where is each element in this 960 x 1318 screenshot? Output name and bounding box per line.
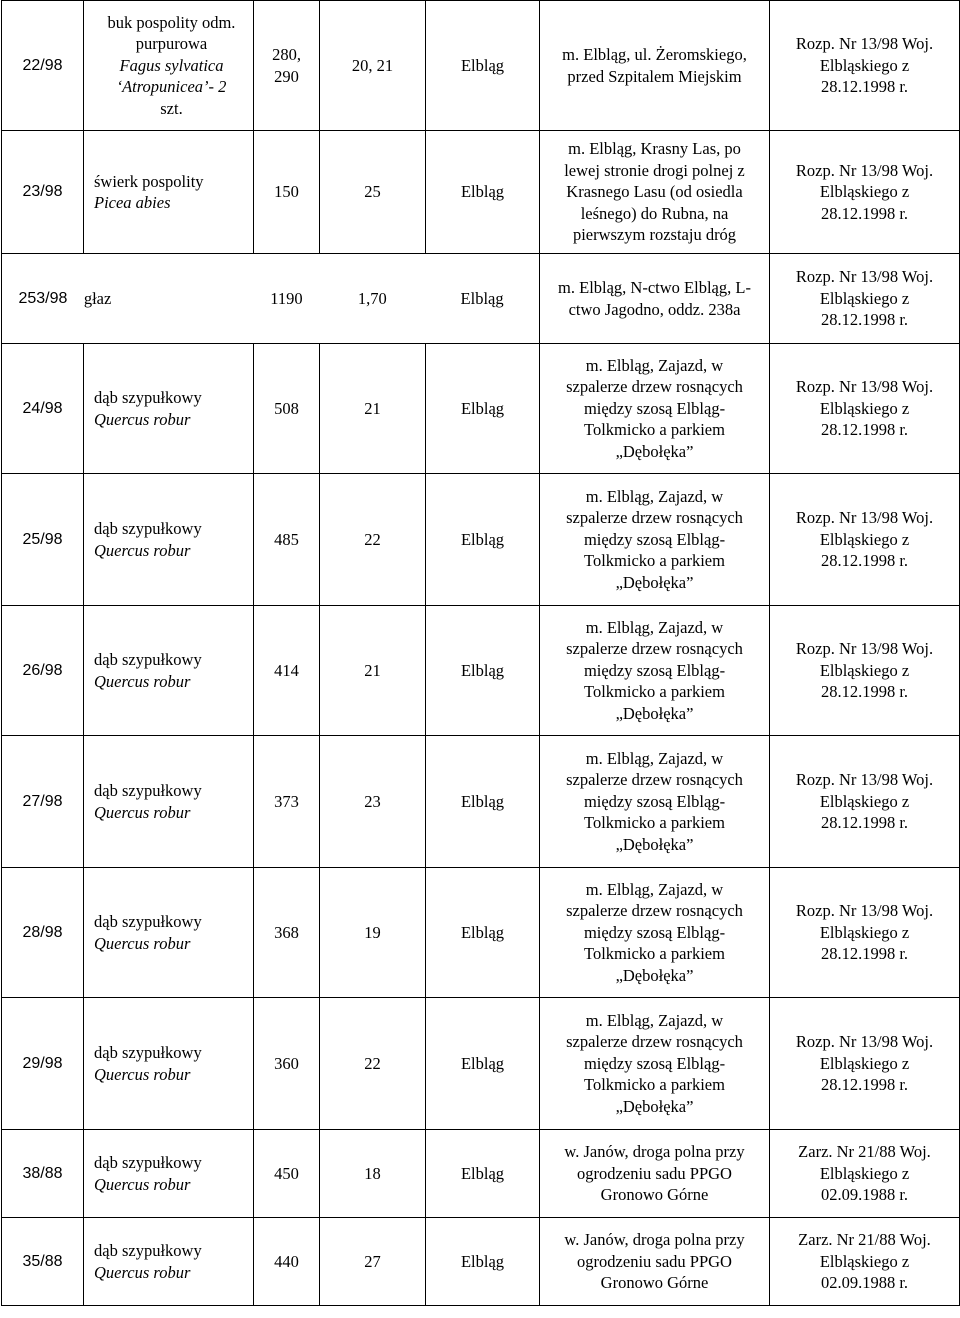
cell-line: Elbląskiego z	[819, 1163, 910, 1183]
location-cell	[540, 1218, 770, 1306]
height: 22	[320, 474, 426, 606]
height: 25	[320, 131, 426, 254]
cell-line: Elbląskiego z	[819, 529, 910, 549]
location-cell	[540, 131, 770, 254]
cell-line: Tolkmicko a parkiem	[584, 944, 725, 964]
cell-line: Elbląskiego z	[819, 182, 910, 202]
cell-line: między szosą Elbląg-	[583, 922, 726, 942]
row-id: 253/98	[18, 289, 68, 307]
cell-line: Rozp. Nr 13/98 Woj.	[795, 377, 934, 397]
row-id: 22/98	[2, 1, 84, 131]
cell-line: ogrodzeniu sadu PPGO	[577, 1163, 732, 1183]
object-name-cell	[84, 998, 254, 1130]
document-cell	[770, 474, 960, 606]
document-cell	[770, 606, 960, 736]
cell-line: Quercus robur	[94, 1174, 191, 1194]
circumference: 368	[254, 868, 320, 998]
object-name-cell	[84, 1130, 254, 1218]
object-name-cell	[84, 344, 254, 474]
city: Elbląg	[426, 1, 540, 131]
cell-line: m. Elbląg, Zajazd, w	[585, 1010, 724, 1030]
cell-line: Gronowo Górne	[600, 1273, 709, 1293]
document-cell	[770, 344, 960, 474]
table-row	[2, 474, 960, 606]
circumference: 373	[254, 736, 320, 868]
table-row	[2, 606, 960, 736]
circumference: 485	[254, 474, 320, 606]
cell-line: dąb szypułkowy	[94, 781, 202, 800]
cell-line: Quercus robur	[94, 409, 191, 429]
cell-line: ogrodzeniu sadu PPGO	[577, 1251, 732, 1271]
row-id: 35/88	[2, 1218, 84, 1306]
cell-line: Elbląskiego z	[819, 55, 910, 75]
cell-line: dąb szypułkowy	[94, 650, 202, 669]
cell-line: 28.12.1998 r.	[820, 1075, 909, 1095]
merged-wrap	[2, 288, 539, 310]
cell-line: „Dębołęka”	[615, 572, 694, 592]
cell-line: m. Elbląg, Zajazd, w	[585, 355, 724, 375]
cell-line: Quercus robur	[94, 540, 191, 560]
cell-line: 02.09.1988 r.	[820, 1273, 909, 1293]
cell-line: między szosą Elbląg-	[583, 791, 726, 811]
table-row	[2, 998, 960, 1130]
cell-line: Rozp. Nr 13/98 Woj.	[795, 34, 934, 54]
table-row	[2, 254, 960, 344]
cell-line: Quercus robur	[94, 1262, 191, 1282]
cell-line: m. Elbląg, N-ctwo Elbląg, L-	[558, 278, 751, 297]
cell-line: Quercus robur	[94, 671, 191, 691]
object-name-cell	[84, 1218, 254, 1306]
cell-line: świerk pospolity	[94, 171, 204, 191]
document-cell	[770, 1218, 960, 1306]
merged-cell	[2, 254, 540, 344]
object-name-cell	[84, 868, 254, 998]
cell-line: między szosą Elbląg-	[583, 529, 726, 549]
row-id: 25/98	[2, 474, 84, 606]
row-id: 24/98	[2, 344, 84, 474]
object-name-cell	[84, 131, 254, 254]
row-id: 38/88	[2, 1130, 84, 1218]
circumference: 1190	[270, 288, 303, 308]
cell-line: lewej stronie drogi polnej z	[564, 160, 745, 180]
height: 21	[320, 344, 426, 474]
location-cell	[540, 736, 770, 868]
cell-line: „Dębołęka”	[615, 441, 694, 461]
cell-line: Rozp. Nr 13/98 Woj.	[795, 1032, 934, 1052]
cell-line: Zarz. Nr 21/88 Woj.	[798, 1142, 931, 1162]
cell-line: Zarz. Nr 21/88 Woj.	[798, 1230, 931, 1250]
document-cell	[770, 1, 960, 131]
circumference: 150	[254, 131, 320, 254]
height: 19	[320, 868, 426, 998]
cell-line: „Dębołęka”	[615, 834, 694, 854]
cell-line: Krasnego Lasu (od osiedla	[566, 182, 743, 202]
circumference: 440	[254, 1218, 320, 1306]
city: Elbląg	[426, 474, 540, 606]
location-cell	[540, 344, 770, 474]
cell-line: w. Janów, droga polna przy	[564, 1230, 745, 1250]
cell-line: Rozp. Nr 13/98 Woj.	[795, 508, 934, 528]
cell-line: 28.12.1998 r.	[820, 813, 909, 833]
location-cell	[540, 254, 770, 344]
cell-line: dąb szypułkowy	[94, 1043, 202, 1062]
cell-line: leśnego) do Rubna, na	[580, 203, 729, 223]
object-name-cell	[84, 474, 254, 606]
circumference: 414	[254, 606, 320, 736]
cell-line: dąb szypułkowy	[94, 1241, 202, 1260]
cell-line: m. Elbląg, ul. Żeromskiego,	[562, 45, 747, 64]
cell-line: Tolkmicko a parkiem	[584, 682, 725, 702]
cell-line: 28.12.1998 r.	[820, 77, 909, 97]
cell-line: między szosą Elbląg-	[583, 398, 726, 418]
height: 27	[320, 1218, 426, 1306]
cell-line: przed Szpitalem Miejskim	[567, 66, 742, 86]
height: 20, 21	[320, 1, 426, 131]
cell-line: 28.12.1998 r.	[820, 420, 909, 440]
cell-line: m. Elbląg, Zajazd, w	[585, 617, 724, 637]
cell-line: m. Elbląg, Zajazd, w	[585, 748, 724, 768]
city: Elbląg	[426, 998, 540, 1130]
cell-line: 28.12.1998 r.	[820, 310, 909, 330]
object-name: głaz	[83, 288, 112, 308]
height: 1,70	[357, 288, 387, 308]
cell-line: pierwszym rozstaju dróg	[572, 225, 737, 245]
circumference: 280, 290	[254, 1, 320, 131]
name-tail: szt.	[160, 98, 183, 118]
cell-line: Quercus robur	[94, 933, 191, 953]
table-row	[2, 344, 960, 474]
cell-line: 28.12.1998 r.	[820, 944, 909, 964]
cell-line: między szosą Elbląg-	[583, 1053, 726, 1073]
cell-line: Tolkmicko a parkiem	[584, 551, 725, 571]
cell-line: Elbląskiego z	[819, 1251, 910, 1271]
table-row	[2, 1, 960, 131]
height: 21	[320, 606, 426, 736]
object-name-cell	[84, 736, 254, 868]
city: Elbląg	[426, 736, 540, 868]
height: 23	[320, 736, 426, 868]
cell-line: 28.12.1998 r.	[820, 682, 909, 702]
table-row	[2, 736, 960, 868]
cell-line: Quercus robur	[94, 802, 191, 822]
cell-line: szpalerze drzew rosnących	[566, 377, 743, 397]
city: Elbląg	[426, 1130, 540, 1218]
cell-line: Tolkmicko a parkiem	[584, 813, 725, 833]
table-row	[2, 1218, 960, 1306]
cell-line: dąb szypułkowy	[94, 388, 202, 407]
document-cell	[770, 868, 960, 998]
cell-line: szpalerze drzew rosnących	[566, 639, 743, 659]
cell-line: Rozp. Nr 13/98 Woj.	[795, 770, 934, 790]
cell-line: szpalerze drzew rosnących	[566, 508, 743, 528]
cell-line: Tolkmicko a parkiem	[584, 420, 725, 440]
cell-line: Rozp. Nr 13/98 Woj.	[795, 160, 934, 180]
circumference: 508	[254, 344, 320, 474]
circumference: 450	[254, 1130, 320, 1218]
object-name-cell	[84, 1, 254, 131]
circumference: 360	[254, 998, 320, 1130]
cell-line: Gronowo Górne	[600, 1185, 709, 1205]
city: Elbląg	[460, 288, 504, 308]
document-cell	[770, 1130, 960, 1218]
row-id: 26/98	[2, 606, 84, 736]
cell-line: 28.12.1998 r.	[820, 203, 909, 223]
city: Elbląg	[426, 344, 540, 474]
natural-monuments-table	[1, 0, 960, 1306]
cell-line: 28.12.1998 r.	[820, 551, 909, 571]
cell-line: Rozp. Nr 13/98 Woj.	[795, 901, 934, 921]
height: 18	[320, 1130, 426, 1218]
document-cell	[770, 131, 960, 254]
cell-line: Elbląskiego z	[819, 288, 910, 308]
cell-line: „Dębołęka”	[615, 1096, 694, 1116]
row-id: 29/98	[2, 998, 84, 1130]
location-cell	[540, 606, 770, 736]
cell-line: między szosą Elbląg-	[583, 660, 726, 680]
document-cell	[770, 254, 960, 344]
cell-line: 02.09.1988 r.	[820, 1185, 909, 1205]
city: Elbląg	[426, 606, 540, 736]
cell-line: szpalerze drzew rosnących	[566, 1032, 743, 1052]
cell-line: m. Elbląg, Zajazd, w	[585, 486, 724, 506]
cell-line: purpurowa	[135, 34, 208, 54]
row-id: 28/98	[2, 868, 84, 998]
cell-line: Elbląskiego z	[819, 398, 910, 418]
row-id: 27/98	[2, 736, 84, 868]
cell-line: ctwo Jagodno, oddz. 238a	[568, 299, 741, 319]
document-cell	[770, 998, 960, 1130]
cell-line: Rozp. Nr 13/98 Woj.	[795, 639, 934, 659]
cell-line: buk pospolity odm.	[107, 12, 236, 32]
city: Elbląg	[426, 1218, 540, 1306]
city: Elbląg	[426, 131, 540, 254]
cell-line: szpalerze drzew rosnących	[566, 901, 743, 921]
location-cell	[540, 868, 770, 998]
cell-line: Elbląskiego z	[819, 1053, 910, 1073]
cell-line: Rozp. Nr 13/98 Woj.	[795, 267, 934, 287]
cell-line: Picea abies	[94, 193, 171, 212]
cell-line: „Dębołęka”	[615, 703, 694, 723]
table-body	[2, 1, 960, 1306]
cell-line: m. Elbląg, Zajazd, w	[585, 879, 724, 899]
row-id: 23/98	[2, 131, 84, 254]
cell-line: dąb szypułkowy	[94, 519, 202, 538]
cell-line: Tolkmicko a parkiem	[584, 1075, 725, 1095]
cell-line: Elbląskiego z	[819, 922, 910, 942]
table-row	[2, 131, 960, 254]
cell-line: szpalerze drzew rosnących	[566, 770, 743, 790]
city: Elbląg	[426, 868, 540, 998]
cell-line: dąb szypułkowy	[94, 912, 202, 931]
location-cell	[540, 1, 770, 131]
height: 22	[320, 998, 426, 1130]
location-cell	[540, 474, 770, 606]
location-cell	[540, 998, 770, 1130]
cell-line: dąb szypułkowy	[94, 1153, 202, 1172]
location-cell	[540, 1130, 770, 1218]
cell-line: m. Elbląg, Krasny Las, po	[568, 139, 741, 159]
cell-line: w. Janów, droga polna przy	[564, 1142, 745, 1162]
document-cell	[770, 736, 960, 868]
cell-line: ‘Atropunicea’- 2	[116, 77, 227, 97]
cell-line: Fagus sylvatica	[119, 55, 224, 75]
cell-line: Elbląskiego z	[819, 660, 910, 680]
object-name-cell	[84, 606, 254, 736]
table-row	[2, 868, 960, 998]
cell-line: Quercus robur	[94, 1064, 191, 1084]
cell-line: Elbląskiego z	[819, 791, 910, 811]
table-row	[2, 1130, 960, 1218]
cell-line: „Dębołęka”	[615, 965, 694, 985]
